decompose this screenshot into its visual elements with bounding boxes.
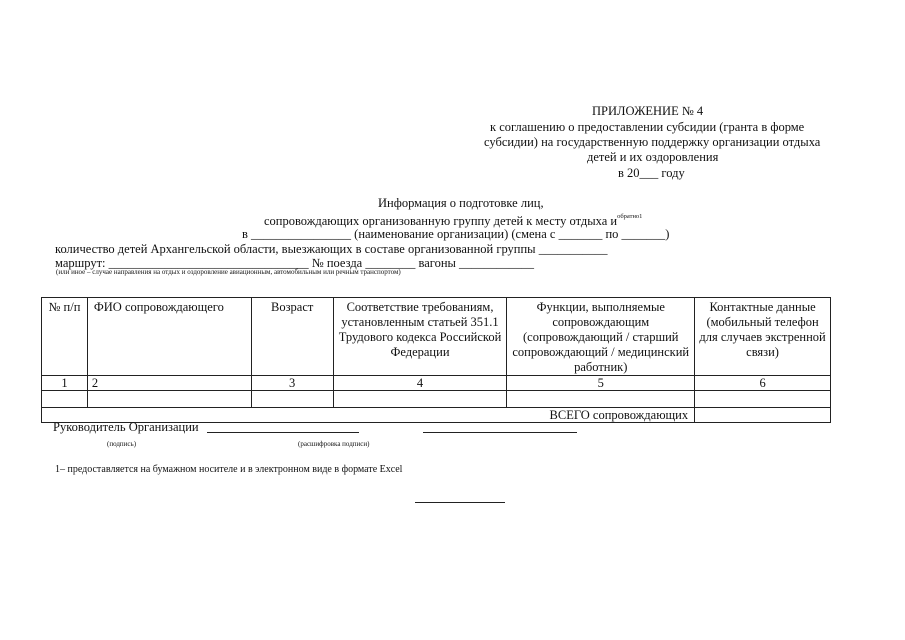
col-number-6: 6 [695,376,831,391]
route-field: маршрут: ________________________________ № поезда ________ вагоны ____________ [55,256,535,270]
header-functions: Функции, выполняемые сопровождающим (сопровождающий / старший сопровождающий / медицинский работник) [507,298,695,376]
footnote-mark: обратно1 [617,213,643,220]
header-fio: ФИО сопровождающего [87,298,251,376]
col-number-4: 4 [333,376,507,391]
col-number-2: 2 [87,376,251,391]
route-note: (или иное – случае направления на отдых и оздоровление авиационным, автомобильным или речным транспортом) [56,268,401,276]
doc-title-line-3: в ________________ (наименование организации) (смена с _______ по _______) [242,227,670,241]
total-label: ВСЕГО сопровождающих [42,408,695,423]
signature-caption: (подпись) [107,440,137,448]
table-number-row [42,376,831,391]
total-value [695,408,831,423]
doc-title-text: сопровождающих организованную группу детей к месту отдыха и [264,214,618,229]
footnote: 1– предоставляется на бумажном носителе и в электронном виде в формате Excel [55,464,403,475]
header-contacts: Контактные данные (мобильный телефон для случаев экстренной связи) [695,298,831,376]
escorts-table [41,297,831,423]
signature-label: Руководитель Организации [53,420,199,434]
col-number-5: 5 [507,376,695,391]
header-number: № п/п [42,298,88,376]
appendix-line-2: к соглашению о предоставлении субсидии (гранта в форме [490,120,805,134]
appendix-line-3: субсидии) на государственную поддержку организации отдыха [484,135,821,149]
signature-line [207,432,359,433]
appendix-year: в 20___ году [618,166,685,180]
appendix-line-4: детей и их оздоровления [587,150,719,164]
doc-title-line-1: Информация о подготовке лиц, [378,196,544,210]
table-row [42,391,831,408]
col-number-1: 1 [42,376,88,391]
decode-caption: (расшифровка подписи) [298,440,370,448]
col-number-3: 3 [251,376,333,391]
children-count-field: количество детей Архангельской области, выезжающих в составе организованной группы ___________ [55,242,608,256]
decode-line [423,432,577,433]
header-age: Возраст [251,298,333,376]
table-header-row [42,298,831,376]
appendix-title: ПРИЛОЖЕНИЕ № 4 [592,104,704,118]
bottom-rule [415,502,505,503]
header-compliance: Соответствие требованиям, установленным статьей 351.1 Трудового кодекса Российской Федерации [333,298,507,376]
